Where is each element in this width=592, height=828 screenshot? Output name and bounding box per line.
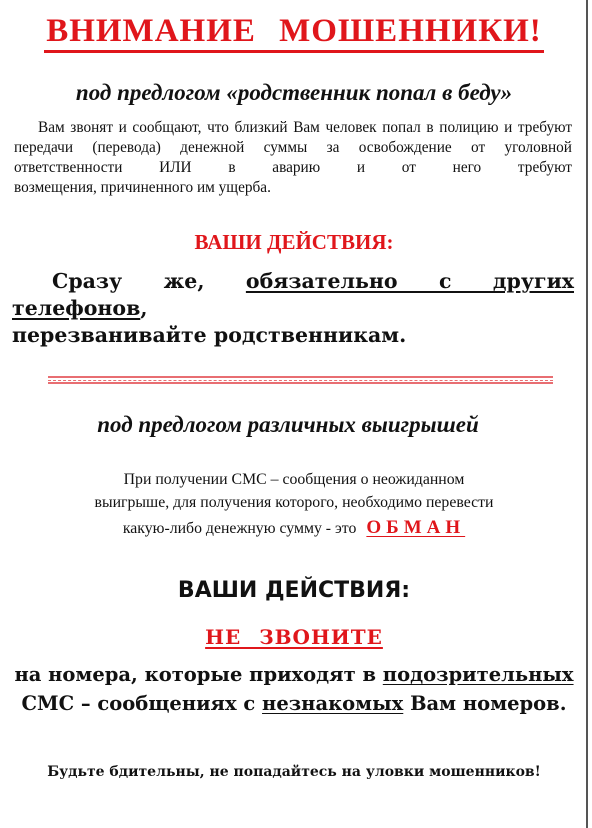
final-line-1-pre: на номера, которые приходят в [14,663,383,686]
section2-final-text [0,660,588,718]
final-line-1-underlined: подозрительных [382,663,574,686]
action-line-2: перезванивайте родственникам. [12,323,407,347]
footer-warning: Будьте бдительны, не попадайтесь на уловки мошенников! [47,764,541,780]
action-post: , [140,296,148,320]
section2-line-2: выигрыше, для получения которого, необходимо перевести [94,494,494,511]
final-line-2 [0,689,588,718]
section2-subhead: под предлогом различных выигрышей [97,412,479,437]
section1-paragraph-main: Вам звонят и сообщают, что близкий Вам человек попал в полицию и требуют передачи (перевода) денежной суммы за освобождение от уголовной ответственности ИЛИ в аварию и от него требуют [14,119,572,176]
section2-actions-heading: ВАШИ ДЕЙСТВИЯ: [177,578,411,603]
dont-call-label: НЕ ЗВОНИТЕ [205,625,383,649]
action-underlined: обязательно с других телефонов [12,269,574,320]
section1-subhead: под предлогом «родственник попал в беду» [75,80,513,105]
section-divider [48,376,553,384]
dont-call-wrap [0,625,588,649]
section1-action-text [12,268,574,349]
final-line-2-post: Вам номеров. [403,692,567,715]
section1-paragraph [14,118,572,198]
title-wrap [0,12,588,53]
divider-dash [48,380,553,381]
final-line-2-pre: СМС – сообщениях с [21,692,263,715]
final-line-1 [0,660,588,689]
section2-line-3-text: какую-либо денежную сумму - это [122,520,357,537]
section2-line-1: При получении СМС – сообщения о неожиданном [123,471,465,488]
final-line-2-underlined: незнакомых [262,692,404,715]
action-pre: Сразу же, [52,269,246,293]
page-title: ВНИМАНИЕ МОШЕННИКИ! [44,12,544,53]
action-line-1 [12,268,574,322]
section2-line-3 [0,516,588,540]
obman-label: ОБМАН [366,517,466,538]
section1-actions-heading: ВАШИ ДЕЙСТВИЯ: [194,230,394,254]
section1-paragraph-end: возмещения, причиненного им ущерба. [14,179,271,196]
